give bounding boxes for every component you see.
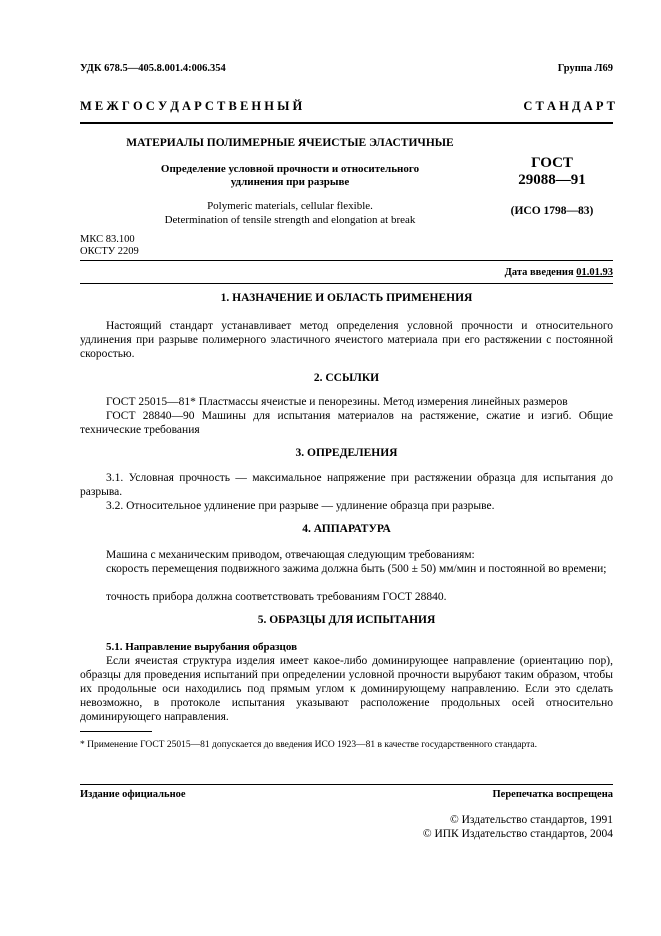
apparatus-line-2: скорость перемещения подвижного зажима должна быть (500 ± 50) мм/мин и постоянной во времени; xyxy=(106,563,607,575)
subtitle-line-2: удлинения при разрыве xyxy=(230,176,350,188)
apparatus-line-3: точность прибора должна соответствовать требованиям ГОСТ 28840. xyxy=(106,591,447,603)
copyright-1991: © Издательство стандартов, 1991 xyxy=(449,814,613,826)
footnote: * Применение ГОСТ 25015—81 допускается до введения ИСО 1923—81 в качестве государственного стандарта. xyxy=(80,740,537,750)
subsection-5-1-text: Если ячеистая структура изделия имеет какое-либо доминирующее направление (ориентацию пор), образцы для проведения испытаний при определении условной прочности вырубают таким образом, чтобы их продольные оси находились под прямым углом к доминирующему направлению. Если это сделать невозможно, в протоколе испытания указывают расположение продольных осей относительно доминирующего направления. xyxy=(80,655,613,723)
english-title-line-2: Determination of tensile strength and elongation at break xyxy=(164,214,416,226)
mks-code: МКС 83.100 xyxy=(80,234,135,245)
udk-code: УДК 678.5—405.8.001.4:006.354 xyxy=(80,63,226,74)
footnote-divider xyxy=(80,731,152,732)
definition-2: 3.2. Относительное удлинение при разрыве — удлинение образца при разрыве. xyxy=(106,500,495,512)
section-4-heading: 4. АППАРАТУРА xyxy=(302,523,391,535)
document-title: МАТЕРИАЛЫ ПОЛИМЕРНЫЕ ЯЧЕИСТЫЕ ЭЛАСТИЧНЫЕ xyxy=(126,137,454,149)
okstu-code: ОКСТУ 2209 xyxy=(80,246,139,257)
subsection-5-1-heading: 5.1. Направление вырубания образцов xyxy=(106,641,298,653)
gost-number: 29088—91 xyxy=(518,172,586,188)
apparatus-line-1: Машина с механическим приводом, отвечающая следующим требованиям: xyxy=(106,549,475,561)
section-3-heading: 3. ОПРЕДЕЛЕНИЯ xyxy=(295,447,398,459)
english-title xyxy=(80,199,500,227)
section-5-heading: 5. ОБРАЗЦЫ ДЛЯ ИСПЫТАНИЯ xyxy=(257,614,436,626)
section-1-heading: 1. НАЗНАЧЕНИЕ И ОБЛАСТЬ ПРИМЕНЕНИЯ xyxy=(220,292,473,304)
top-divider xyxy=(80,122,613,124)
reference-1: ГОСТ 25015—81* Пластмассы ячеистые и пенорезины. Метод измерения линейных размеров xyxy=(106,396,568,408)
banner-right: С Т А Н Д А Р Т xyxy=(523,99,615,113)
gost-designation xyxy=(492,155,612,189)
document-subtitle xyxy=(80,163,500,189)
section-2-heading: 2. ССЫЛКИ xyxy=(313,372,380,384)
interstate-standard-banner xyxy=(80,99,615,114)
definition-1: 3.1. Условная прочность — максимальное напряжение при растяжении образца для испытания до разрыва. xyxy=(80,472,613,498)
subtitle-line-1: Определение условной прочности и относительного xyxy=(160,163,420,175)
intro-date-label: Дата введения xyxy=(504,267,574,278)
reprint-prohibited: Перепечатка воспрещена xyxy=(492,789,613,800)
gost-label: ГОСТ xyxy=(531,155,573,171)
banner-left: М Е Ж Г О С У Д А Р С Т В Е Н Н Ы Й xyxy=(80,99,303,113)
date-divider xyxy=(80,283,613,284)
iso-reference: (ИСО 1798—83) xyxy=(510,205,594,217)
official-edition: Издание официальное xyxy=(80,789,186,800)
group-code: Группа Л69 xyxy=(557,63,613,74)
intro-date-value: 01.01.93 xyxy=(576,267,613,278)
footer-divider xyxy=(80,784,613,785)
title-divider xyxy=(80,260,613,261)
copyright-2004: © ИПК Издательство стандартов, 2004 xyxy=(422,828,613,840)
intro-date xyxy=(400,267,613,278)
english-title-line-1: Polymeric materials, cellular flexible. xyxy=(207,200,373,212)
classification-codes xyxy=(80,234,139,258)
reference-2: ГОСТ 28840—90 Машины для испытания материалов на растяжение, сжатие и изгиб. Общие технические требования xyxy=(80,410,613,436)
section-1-text: Настоящий стандарт устанавливает метод определения условной прочности и относительного удлинения при разрыве полимерного эластичного ячеистого материала при его растяжении с постоянной скоростью. xyxy=(80,320,613,360)
